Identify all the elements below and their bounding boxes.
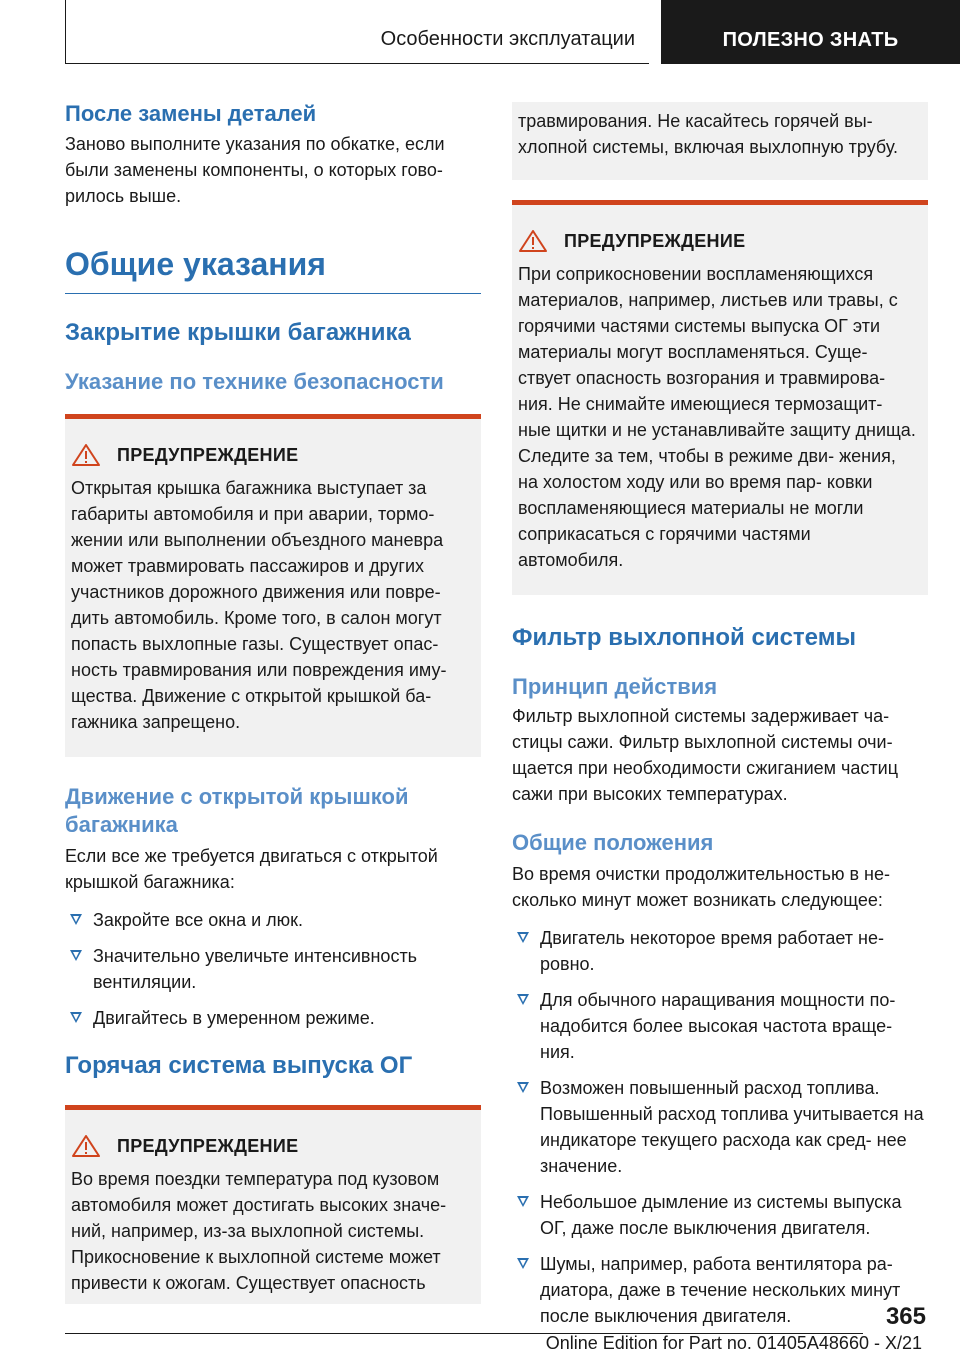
heading-principle: Принцип действия xyxy=(512,674,718,699)
chapter-tab: ПОЛЕЗНО ЗНАТЬ xyxy=(661,0,960,64)
header-rule-bottom xyxy=(65,63,649,64)
chapter-heading: Общие указания xyxy=(65,245,481,294)
bullet-triangle-icon xyxy=(517,932,529,943)
list-item: Возможен повышенный расход топлива. Повышенный расход топлива учитывается на индикаторе текущего расхода как сред- нее значение. xyxy=(512,1075,928,1179)
warning-box-exhaust-continued xyxy=(512,102,928,180)
warning-box-flammable xyxy=(512,200,928,595)
list-item: Двигайтесь в умеренном режиме. xyxy=(65,1005,481,1031)
driving-open-trunk-list xyxy=(65,907,481,1031)
bullet-triangle-icon xyxy=(517,1082,529,1093)
bullet-triangle-icon xyxy=(517,994,529,1005)
list-item: Значительно увеличьте интенсивность вентиляции. xyxy=(65,943,481,995)
warning-text: Открытая крышка багажника выступает за габариты автомобиля и при аварии, тормо- жении или выполнении объездного маневра может травмировать пассажиров и других участников дорожного движения или повре- дить автомобиль. Кроме того, в салон могут попасть выхлопные газы. Существует опас- ность травмирования или повреждения иму- щества. Движение с открытой крышкой ба- гажника запрещено. xyxy=(71,478,447,732)
warning-text: травмирования. Не касайтесь горячей вы- хлопной системы, включая выхлопную трубу. xyxy=(518,111,899,157)
heading-after-replacement: После замены деталей xyxy=(65,101,317,126)
heading-safety-note: Указание по технике безопасности xyxy=(65,369,444,394)
bullet-triangle-icon xyxy=(70,950,82,961)
warning-box-trunk xyxy=(65,414,481,757)
warning-label: ПРЕДУПРЕЖДЕНИЕ xyxy=(117,1135,299,1156)
heading-hot-exhaust: Горячая система выпуска ОГ xyxy=(65,1052,413,1079)
page-number: 365 xyxy=(885,1303,926,1330)
list-item: Шумы, например, работа вентилятора ра- диатора, даже в течение нескольких минут после выключения двигателя. xyxy=(512,1251,928,1329)
warning-icon xyxy=(518,229,548,253)
bullet-triangle-icon xyxy=(517,1196,529,1207)
section-title: Особенности эксплуатации xyxy=(380,28,635,50)
left-column xyxy=(65,100,481,1304)
list-item: Небольшое дымление из системы выпуска ОГ, даже после выключения двигателя. xyxy=(512,1189,928,1241)
warning-label: ПРЕДУПРЕЖДЕНИЕ xyxy=(564,230,746,251)
after-replacement-text: Заново выполните указания по обкатке, если были заменены компоненты, о которых гово- рилось выше. xyxy=(65,134,445,206)
heading-exhaust-filter: Фильтр выхлопной системы xyxy=(512,624,856,651)
header-rule-left xyxy=(65,0,66,64)
heading-trunk-closing: Закрытие крышки багажника xyxy=(65,319,411,346)
principle-text: Фильтр выхлопной системы задерживает ча- стицы сажи. Фильтр выхлопной системы очи- щается при необходимости сжиганием частиц сажи при высоких температурах. xyxy=(512,706,899,804)
warning-box-exhaust xyxy=(65,1105,481,1304)
list-item: Двигатель некоторое время работает не- ровно. xyxy=(512,925,928,977)
heading-driving-open-trunk: Движение с открытой крышкой багажника xyxy=(65,784,409,837)
bullet-triangle-icon xyxy=(70,1012,82,1023)
list-item: Для обычного наращивания мощности по- надобится более высокая частота враще- ния. xyxy=(512,987,928,1065)
heading-general-provisions: Общие положения xyxy=(512,830,714,855)
warning-icon xyxy=(71,1134,101,1158)
footer-edition: Online Edition for Part no. 01405A48660 - X/21 xyxy=(545,1333,922,1353)
cleaning-effects-list xyxy=(512,925,928,1329)
general-provisions-text: Во время очистки продолжительностью в не- сколько минут может возникать следующее: xyxy=(512,864,890,910)
bullet-triangle-icon xyxy=(70,914,82,925)
warning-text: Во время поездки температура под кузовом автомобиля может достигать высоких значе- ний, например, из-за выхлопной системы. Прикосновение к выхлопной системе может привести к ожогам. Существует опасность xyxy=(71,1169,447,1293)
list-item: Закройте все окна и люк. xyxy=(65,907,481,933)
warning-icon xyxy=(71,443,101,467)
driving-open-trunk-text: Если все же требуется двигаться с открытой крышкой багажника: xyxy=(65,846,438,892)
bullet-triangle-icon xyxy=(517,1258,529,1269)
right-column xyxy=(512,102,928,1339)
warning-text: При соприкосновении воспламеняющихся материалов, например, листьев или травы, с горячими частями системы выпуска ОГ эти материалы могут воспламеняться. Суще- ствует опасность возгорания и травмирова- ния. Не снимайте имеющиеся термозащит- ные щитки и не устанавливайте защиту днища. Следите за тем, чтобы в режиме дви- жения, на холостом ходу или во время пар- ковки воспламеняющиеся материалы не могли соприкасаться с горячими частями автомобиля. xyxy=(518,264,916,570)
warning-label: ПРЕДУПРЕЖДЕНИЕ xyxy=(117,444,299,465)
